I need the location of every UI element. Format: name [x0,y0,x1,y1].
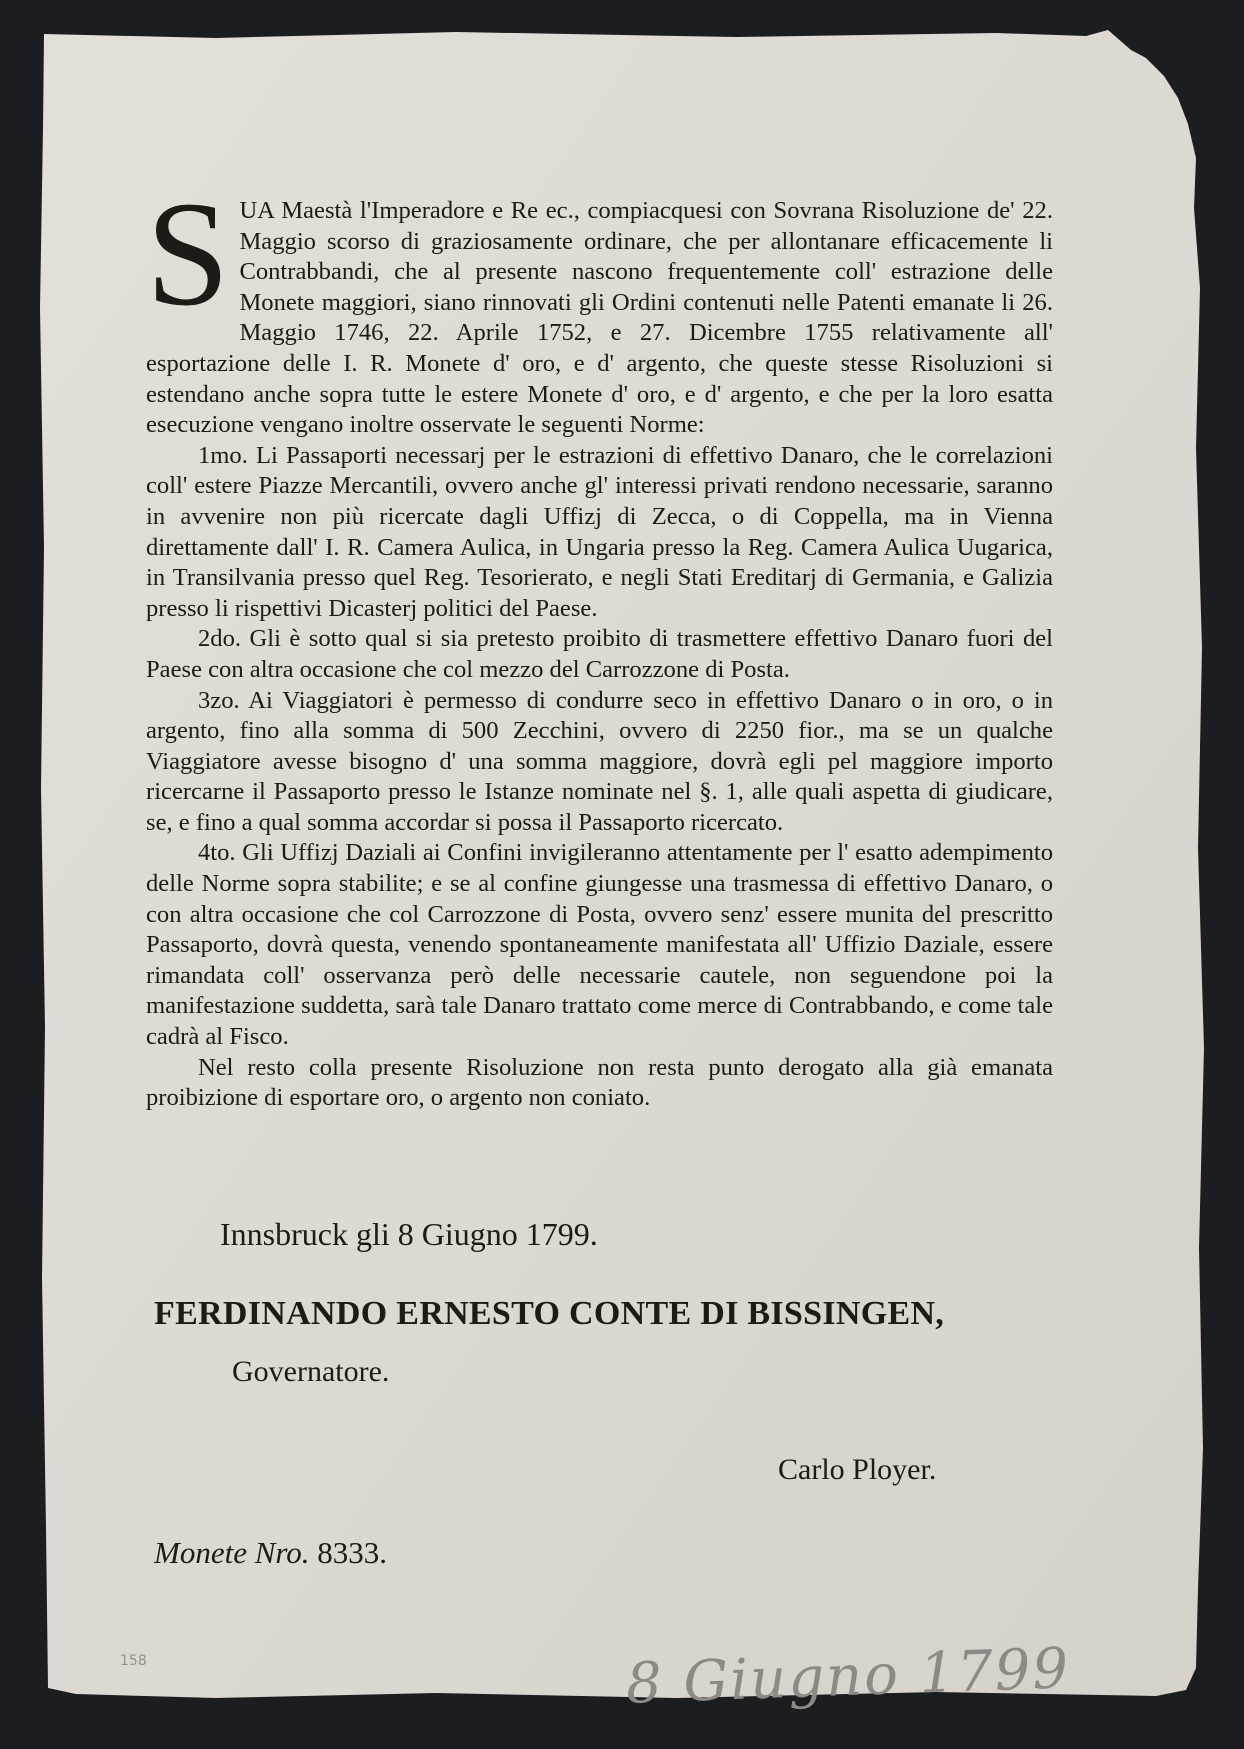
signer-title: Governatore. [232,1355,390,1388]
pencil-mark: 158 [120,1653,147,1669]
secretary-signature: Carlo Ployer. [778,1453,937,1486]
norm-4-paragraph: 4to. Gli Uffizj Daziali ai Confini invigileranno attentamente per l' esatto adempimento delle Norme sopra stabilite; e se al confine giungesse una trasmessa di effettivo Danaro, o con altra occasione che col Carrozzone di Posta, ovvero senz' essere munita del prescritto Passaporto, dovrà questa, venendo spontaneamente manifestata all' Uffizio Daziale, essere rimandata coll' osservanza però delle necessarie cautele, non seguendone poi la manifestazione suddetta, sarà tale Danaro trattato come merce di Contrabbando, e come tale cadrà al Fisco. [146,839,1053,1051]
intro-paragraph [146,171,1053,441]
drop-cap: S [146,171,230,337]
registry-label: Monete Nro. [154,1535,310,1570]
closing-paragraph: Nel resto colla presente Risoluzione non resta punto derogato alla già emanata proibizione di esportare oro, o argento non coniato. [146,1053,1053,1112]
norm-2-paragraph: 2do. Gli è sotto qual si sia pretesto proibito di trasmettere effettivo Danaro fuori del Paese con altra occasione che col mezzo del Carrozzone di Posta. [146,625,1053,683]
registry-number [154,1535,387,1571]
paper-sheet [36,28,1211,1728]
date-line: Innsbruck gli 8 Giugno 1799. [220,1216,598,1252]
handwritten-note: 8 Giugno 1799 [625,1636,1072,1717]
norm-3-paragraph: 3zo. Ai Viaggiatori è permesso di condurre seco in effettivo Danaro o in oro, o in argento, fino alla somma di 500 Zecchini, ovvero di 2250 fior., ma se un qualche Viaggiatore avesse bisogno d' una somma maggiore, dovrà egli pel maggiore importo ricercarne il Passaporto presso le Istanze nominate nel §. 1, alle quali aspetta di giudicare, se, e fino a qual somma accordar si possa il Passaporto ricercato. [146,686,1053,836]
norm-1-paragraph: 1mo. Li Passaporti necessarj per le estrazioni di effettivo Danaro, che le correlazioni coll' estere Piazze Mercantili, ovvero anche gl' interessi privati rendono necessarie, saranno in avvenire non più ricercate dagli Uffizj di Zecca, o di Coppella, ma in Vienna direttamente dall' I. R. Camera Aulica, in Ungaria presso la Reg. Camera Aulica Uugarica, in Transilvania presso quel Reg. Tesorierato, e negli Stati Ereditarj di Germania, e Galizia presso li rispettivi Dicasterj politici del Paese. [146,441,1053,622]
registry-value: 8333. [317,1535,388,1570]
intro-text: UA Maestà l'Imperadore e Re ec., compiacquesi con Sovrana Risoluzione de' 22. Maggio scorso di graziosamente ordinare, che per allontanare efficacemente li Contrabbandi, che al presente nascono frequentemente coll' estrazione delle Monete maggiori, siano rinnovati gli Ordini contenuti nelle Patenti emanate li 26. Maggio 1746, 22. Aprile 1752, e 27. Dicembre 1755 relativamente all' esportazione delle I. R. Monete d' oro, e d' argento, che queste stesse Risoluzioni si estendano anche sopra tutte le estere Monete d' oro, e d' argento, e che per la loro esatta esecuzione vengano inoltre osservate le seguenti Norme: [146,197,1053,439]
decree-body [146,171,1053,1114]
signer-name: FERDINANDO ERNESTO CONTE DI BISSINGEN, [154,1295,945,1332]
